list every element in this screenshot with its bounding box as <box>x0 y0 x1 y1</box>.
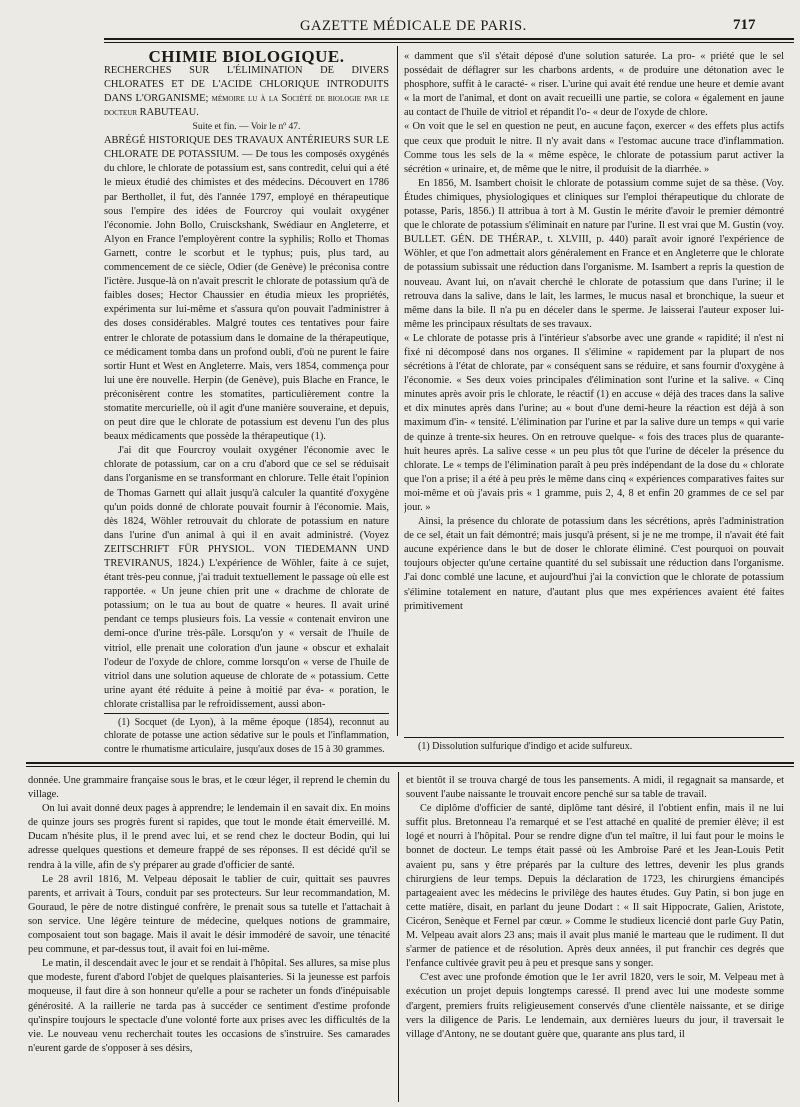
feuilleton-divider <box>398 772 399 1102</box>
feuilleton-paragraph: C'est avec une profonde émotion que le 1er avril 1820, vers le soir, M. Velpeau met à exécution un projet depuis longtemps caressé. Il prend avec lui une modeste somme d'argent, premiers fruits religieusement conservés d'une clientèle naissante, et se dirige vers la diligence de Paris. Le lendemain, aux dernières lueurs du jour, il traversait le village d'Antony, ne se doutant guère que, quarante ans plus tard, il <box>406 972 784 1040</box>
right-footnote <box>404 740 784 756</box>
article-paragraph: En 1856, M. Isambert choisit le chlorate de potassium comme sujet de sa thèse. (Voy. Études chimiques, physiologiques et cliniques sur l'emploi thérapeutique du chlorate de potasse, Paris, 1856.) Il attribua à tort à M. Gustin le mérite d'avoir le premier démontré que le chlorate de potassium s'éliminait en nature par l'urine. Il est vrai que M. Gustin (voy. BULLET. GÉN. DE THÉRAP., t. XLVIII, p. 440) paraît avoir ignoré l'expérience de Wöhler, et que l'on admettait alors généralement en France et en Angleterre que le chlorate de potassium subissait une réduction dans l'organisme. M. Isambert a repris la question de nouveau. Avant lui, on n'avait cherché le chlorate de potassium que dans l'urine; il le retrouva dans la salive, dans le lait, les larmes, le mucus nasal et bronchique, la sueur et même dans la bile. Il n'a pu en déceler dans le sperme. Je laisserai l'auteur exposer lui-même les principaux résultats de ses travaux. <box>404 177 784 330</box>
feuilleton-paragraph: et bientôt il se trouva chargé de tous les pansements. A midi, il regagnait sa mansarde, et souvent l'aube naissante le trouvait encore penché sur sa table de travail. <box>406 775 784 801</box>
article-paragraph: « Le chlorate de potasse pris à l'intérieur s'absorbe avec une grande « rapidité; il n'est ni fixé ni décomposé dans nos organes. Il s'élimine « rapidement par la plupart de nos sécrétions à l'état de chlorate, par « conséquent sans se réduire, et sans fournir d'oxygène à l'économie. « Ses deux voies principales d'élimination sont l'urine et la salive. « Cinq minutes après avoir pris le chlorate, le réactif (1) en accuse « déjà des traces dans la salive et dix minutes après dans l'urine; au « bout d'une demi-heure la réaction est déjà à son maximum d'in- « tensité. L'élimination par l'urine et par la salive dure un temps « qui varie de quinze à trente-six heures. On en retrouve quelque- « fois des traces plus de quarante-huit heures après. La salive cesse « un peu plus tôt que l'urine de déceler la présence du chlorate. Le « temps de l'élimination paraît à peu près indépendant de la dose du « chlorate que l'on a prise; il a été à peu près le même dans cinq « expériences comparatives faites sur moi-même et où j'avais pris « 1 gramme, puis 2, 4, 8 et enfin 20 grammes de ce sel par jour. » <box>404 332 784 513</box>
footnote: (1) Socquet (de Lyon), à la même époque (1854), reconnut au chlorate de potasse une action sédative sur le pouls et l'inflammation, contre le rhumatisme articulaire, jusqu'aux doses de 15 à 30 grammes. <box>104 717 389 755</box>
feuilleton-right <box>406 774 784 1104</box>
feuilleton-paragraph: Le matin, il descendait avec le jour et se rendait à l'hôpital. Ses allures, sa mise plus que modeste, furent d'abord l'objet de quelques plaisanteries. Si la jeunesse est parfois moqueuse, il faut dire à son honneur qu'elle a pour se racheter un fonds d'inépuisable générosité. A la raillerie ne tarda pas à succéder ce sentiment d'estime profonde qu'inspire toujours le spectacle d'une volonté forte aux prises avec les difficultés de la vie. Le nouveau venu recherchait toutes les occasions de s'instruire. Ses camarades n'eurent garde de s'opposer à ses désirs, <box>28 958 390 1054</box>
footnote: (1) Dissolution sulfurique d'indigo et acide sulfureux. <box>418 741 633 752</box>
section-title: CHIMIE BIOLOGIQUE. <box>148 50 345 66</box>
continuation-note: Suite et fin. — Voir le nº 47. <box>192 122 301 133</box>
article-paragraph: Ainsi, la présence du chlorate de potassium dans les sécrétions, après l'administration de ce sel, était un fait démontré; mais jusqu'à présent, si je ne me trompe, il n'avait été fait aucune expérience dans le but de doser le chlorate éliminé. C'est pourquoi on pouvait toujours objecter qu'une certaine quantité du sel subissait une réduction dans l'organisme. J'ai donc comblé une lacune, et aujourd'hui j'ai la conviction que le chlorate de potassium s'élimine totalement en nature, d'autant plus que mes expériences avaient été faites primitivement <box>404 516 784 612</box>
feuilleton-rule-thin <box>26 766 794 767</box>
feuilleton-rule <box>26 762 794 764</box>
feuilleton-paragraph: On lui avait donné deux pages à apprendre; le lendemain il en savait dix. En moins de quinze jours ses progrès furent si rapides, que tout le monde était émerveillé. M. Ducam n'hésite plus, il le prend avec lui, et se rend chez le docteur Bodin, qui lui adresse quelques questions et demeure frappé de ses réponses. Il est décidé qu'il se rendra à la ville, afin de s'y préparer au grade d'officier de santé. <box>28 803 390 871</box>
article-paragraph: J'ai dit que Fourcroy voulait oxygéner l'économie avec le chlorate de potassium, car on a cru d'abord que ce sel se réduisait dans l'organisme en se transformant en chlorure. Telle était l'opinion de Thomas Garnett qui allait jusqu'à calculer la quantité d'oxygène qu'un poids donné de chlorate pouvait fournir à l'économie. Mais, dès 1824, Wöhler retrouvait du chlorate de potassium en nature dans l'urine d'un animal à qui il en avait administré. (Voyez ZEITSCHRIFT FÜR PHYSIOL. VON TIEDEMANN UND TREVIRANUS, 1824.) L'expérience de Wöhler, faite à ce sujet, étant très-peu connue, j'ai traduit textuellement le passage où elle est rapportée. « Un jeune chien prit une « drachme de chlorate de potassium; on le tua au bout de quatre « heures. Il avait uriné pendant ce temps plusieurs fois. La vessie « contenait environ une demi-once d'urine très-pâle. Lorsqu'on y « versait de l'huile de vitriol, elle prenait une coloration d'un jaune « obscur et exhalait l'odeur de l'oxyde de chlore, comme lorsqu'on « verse de l'huile de vitriol dans une solution aqueuse de chlorate de « potassium. Cette urine ayant été réduite à peine à moitié par éva- « poration, le chlorate cristallisa par le refroidissement, aussi abon- <box>104 445 389 710</box>
subheading: ABRÉGÉ HISTORIQUE DES TRAVAUX ANTÉRIEURS SUR LE CHLORATE DE POTASSIUM. <box>104 135 389 161</box>
running-head: GAZETTE MÉDICALE DE PARIS. <box>300 18 527 34</box>
feuilleton-paragraph: donnée. Une grammaire française sous le bras, et le cœur léger, il reprend le chemin du village. <box>28 775 390 801</box>
footnote-rule <box>104 713 389 714</box>
page-number: 717 <box>733 17 756 33</box>
article-lead: RECHERCHES SUR L'ÉLIMINATION DE DIVERS CHLORATES ET DE L'ACIDE CHLORIQUE INTRODUITS DANS L'ORGANISME; mémoire lu à la Société de biologie par le docteur RABUTEAU. <box>104 65 389 119</box>
article-paragraph: ABRÉGÉ HISTORIQUE DES TRAVAUX ANTÉRIEURS SUR LE CHLORATE DE POTASSIUM. — De tous les composés oxygénés du chlore, le chlorate de potassium est, sans contredit, celui qui a été le mieux étudié des chimistes et des médecins. Découvert en 1786 par Berthollet, il fut, dès l'année 1797, employé en thérapeutique sous l'empire des idées de Fourcroy qui voulait oxygéner l'économie. John Bollo, Cruisckshank, Swédiaur en Angleterre, et Alyon en France l'employèrent contre la syphilis; Rollo et Thomas Garnett, contre le scorbut et le typhus; puis, plus tard, au commencement de ce siècle, Odier (de Genève) le préconisa contre l'ictère. Jusque-là on n'avait prescrit le chlorate de potassium qu'à de faibles doses; Hector Chaussier en étudia mieux les propriétés, expérimenta sur lui-même et s'assura qu'on pouvait l'administrer à des doses considérables. Malgré toutes ces tentatives pour faire entrer le chlorate de potassium dans le domaine de la thérapeutique, ce médicament tomba dans un profond oubli, d'où ne purent le faire sortir Hunt et West en Angleterre. Mais, vers 1854, commença pour lui une ère nouvelle. Herpin (de Genève), puis Blache en France, le préconisèrent contre les stomatites, particulièrement contre la stomatite mercurielle, où il agit d'une manière souveraine, et depuis, on peut dire que le chlorate de potassium est devenu l'un des plus beaux médicaments que possède la thérapeutique (1). <box>104 135 389 443</box>
column-divider <box>397 46 398 736</box>
header-rule <box>104 38 794 40</box>
article-paragraph: « On voit que le sel en question ne peut, en aucune façon, exercer « des effets plus actifs que ceux que produit le nitre. Il n'y avait dans « l'estomac aucune trace d'inflammation. Comme tous les sels de la « même espèce, le chlorate de potassium parut activer la sécrétion « urinaire, et, de même que le nitre, il produisit de la diarrhée. » <box>404 121 784 175</box>
feuilleton-paragraph: Ce diplôme d'officier de santé, diplôme tant désiré, il l'obtient enfin, mais il ne lui suffit plus. Bretonneau l'a remarqué et se l'est attaché en qualité de premier élève; il est logé et nourri à l'hôpital. Pour se rendre digne d'un tel maître, il lui faut pour le moins le bonnet de docteur. Le temps était passé où les Ambroise Paré et les Jean-Louis Petit avaient pu, sans y être préparés par la culture des lettres, devenir les plus grands chirurgiens de leur temps. Depuis la déclaration de 1723, les chirurgiens émancipés partageaient avec les médecins le privilège des hautes études. Guy Patin, si bon juge en cette matière, disait, en parlant du jeune Dodart : « Il sait Hippocrate, Galien, Aristote, Cicéron, Senèque et Fernel par cœur. » Comme le studieux licencié dont parle Guy Patin, M. Velpeau avait alors 23 ans; mais il avait plus manié le marteau que le rudiment. Il dut s'armer de patience et de résolution. Après deux années, il put franchir ces degrés que l'enfance cultivée gravit peu à peu et presque sans y songer. <box>406 803 784 970</box>
header-rule-thin <box>104 42 794 43</box>
left-column <box>104 50 389 712</box>
footnote-rule <box>404 737 784 738</box>
article-paragraph: « damment que s'il s'était déposé d'une solution saturée. La pro- « priété que le sel possédait de déflagrer sur les charbons ardents, « de produire une détonation avec le phosphore, suffit à le caracté- « riser. L'urine qui avait été rendue une heure et demie avant « la mort de l'animal, et dont on avait recueilli une partie, se colora « également en jaune au contact de l'huile de vitriol et répandit l'o- « deur de l'oxyde de chlore. <box>404 51 784 119</box>
right-column <box>404 50 784 734</box>
feuilleton-paragraph: Le 28 avril 1816, M. Velpeau déposait le tablier de cuir, quittait ses pauvres parents, et arrivait à Tours, conduit par ses protecteurs. Sur leur recommandation, M. Gouraud, le père de notre distingué confrère, le prenait sous sa tutelle et l'attachait à son service. Une légère teinture de médecine, quelques notions de grammaire, composaient tout son bagage. Mais il avait le désir immodéré de savoir, une ténacité peu commune, et par-dessus tout, il avait foi en lui-même. <box>28 873 390 956</box>
feuilleton-left <box>28 774 390 1104</box>
left-footnote <box>104 716 389 756</box>
